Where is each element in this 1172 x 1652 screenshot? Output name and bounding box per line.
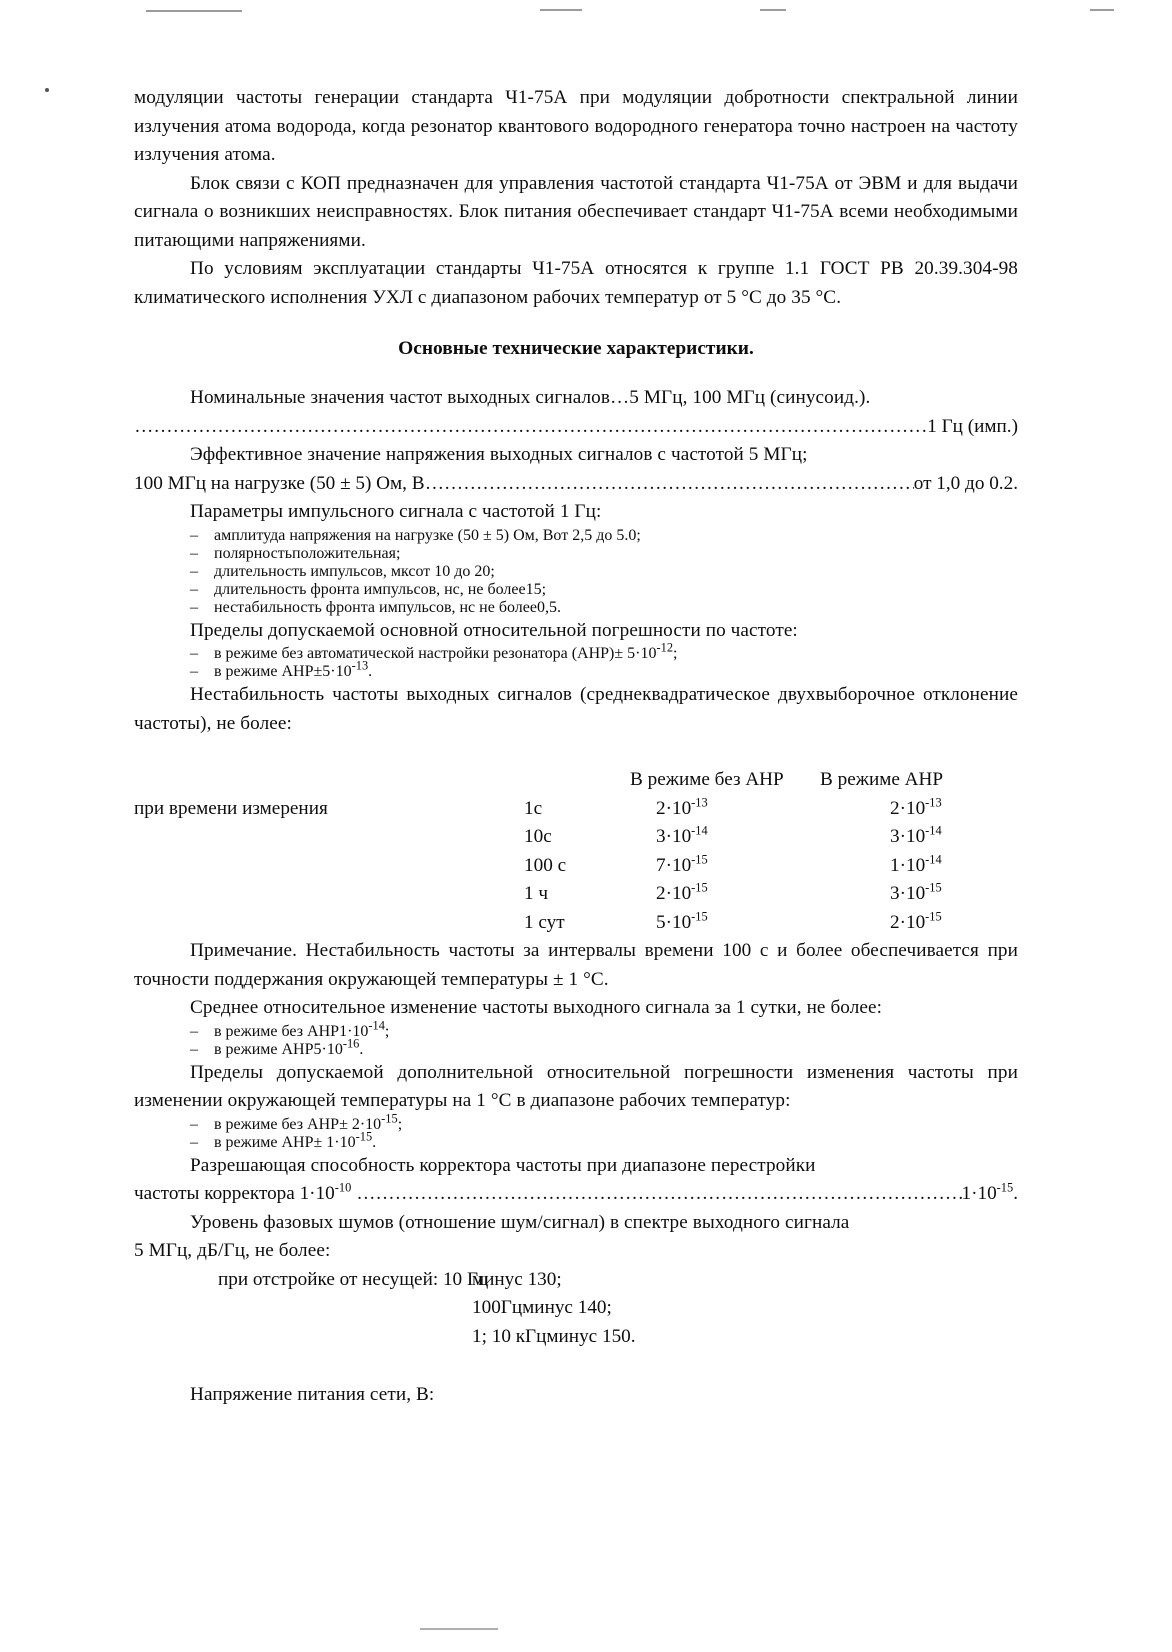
table-cell-time: 1 ч <box>524 883 549 904</box>
mantissa: 3·10 <box>890 883 926 904</box>
spec-label: в режиме АНР <box>214 1040 314 1058</box>
spec-corrector-header-line: Разрешающая способность корректора частоты при диапазоне перестройки <box>190 1154 816 1176</box>
stability-table <box>134 766 1018 937</box>
spec-nominal-frequencies-value-row <box>134 413 1018 442</box>
paragraph-note: Примечание. Нестабильность частоты за интервалы времени 100 с и более обеспечивается при точности поддержания окружающей температуры ± 1 °С. <box>134 940 1018 990</box>
exponent: -13 <box>691 795 708 810</box>
mantissa: 1·10 <box>339 1022 369 1040</box>
paragraph-kop-link-block: Блок связи с КОП предназначен для управления частотой стандарта Ч1-75А от ЭВМ и для выдачи сигнала о возникших неисправностях. Блок питания обеспечивает стандарт Ч1-75А всеми необходимыми питающими напряжениями. <box>134 172 1018 251</box>
spec-label: в режиме без автоматической настройки резонатора (АНР) <box>214 645 615 662</box>
list-item-pulse-polarity <box>134 545 962 563</box>
spec-label: амплитуда напряжения на нагрузке (50 ± 5) Ом, В <box>214 526 554 544</box>
table-cell-no-anr <box>630 880 846 909</box>
table-row <box>134 823 1018 852</box>
spec-value: 0,5. <box>536 598 561 616</box>
list-item-temp-error-no-anr <box>134 1111 962 1134</box>
exponent: -16 <box>342 1036 360 1051</box>
spec-value: от 1,0 до 0.2. <box>913 472 1018 494</box>
edge-mark <box>146 10 242 12</box>
noise-value: минус 130; <box>472 1268 562 1290</box>
exponent: -13 <box>351 658 369 673</box>
list-item-drift-anr <box>134 1036 962 1059</box>
spec-corrector-row <box>134 1180 1018 1209</box>
list-item-pulse-rise-time <box>134 581 962 599</box>
table-row <box>134 852 1018 881</box>
spec-label: полярность <box>214 544 293 562</box>
spec-value <box>313 658 373 681</box>
spec-main-error-header: Пределы допускаемой основной относительной погрешности по частоте: <box>190 619 798 641</box>
mantissa: 5·10 <box>313 1040 343 1058</box>
dot-leader <box>356 1180 961 1209</box>
table-cell-anr <box>846 823 1080 852</box>
exponent: -15 <box>381 1111 398 1126</box>
exponent: -15 <box>925 880 942 895</box>
dash-bullet: – <box>190 663 198 680</box>
spec-mains-voltage-label: Напряжение питания сети, В: <box>190 1384 435 1405</box>
spec-pulse-params-header: Параметры импульсного сигнала с частотой 1 Гц: <box>190 501 602 522</box>
paragraph-temp-error-header: Пределы допускаемой дополнительной относительной погрешности изменения частоты при изменении окружающей температуры на 1 °С в диапазоне рабочих температур: <box>134 1061 1018 1111</box>
table-cell-anr <box>846 909 1080 938</box>
spec-value <box>962 1180 1019 1209</box>
label-text: частоты корректора 1·10 <box>134 1183 335 1204</box>
dash-bullet: – <box>190 1040 198 1058</box>
list-item-pulse-duration <box>134 563 962 581</box>
table-header-anr: В режиме АНР <box>820 769 944 790</box>
mantissa: ± 1·10 <box>313 1133 356 1151</box>
tail: ; <box>673 645 678 662</box>
list-item-drift-no-anr <box>134 1018 962 1041</box>
exponent: -13 <box>925 795 942 810</box>
exponent: -15 <box>691 852 708 867</box>
exponent: -15 <box>996 1180 1014 1195</box>
list-item-pulse-rise-instability <box>134 599 962 617</box>
spec-label: в режиме без АНР <box>214 1115 340 1133</box>
list-item-main-error-anr <box>134 658 962 681</box>
spec-label: нестабильность фронта импульсов, нс не более <box>214 598 537 616</box>
spec-value: от 2,5 до 5.0; <box>553 526 641 544</box>
spec-nominal-frequencies-label: Номинальные значения частот выходных сигналов…5 МГц, 100 МГц (синусоид.). <box>190 387 871 408</box>
tail: . <box>372 1133 377 1151</box>
table-header-row <box>134 766 1018 795</box>
table-cell-time: 100 с <box>524 854 567 876</box>
mantissa: 2·10 <box>656 797 692 819</box>
dot-leader <box>425 470 914 499</box>
exponent: -15 <box>691 909 708 924</box>
dash-bullet: – <box>190 544 198 562</box>
dash-bullet: – <box>190 1022 198 1040</box>
tail: . <box>368 663 373 680</box>
scan-top-edge-artifact <box>0 0 1172 26</box>
spec-value: положительная; <box>292 544 401 562</box>
table-cell-time: 1 сут <box>524 911 565 933</box>
dash-bullet: – <box>190 598 198 616</box>
list-item-temp-error-anr <box>134 1129 962 1152</box>
mantissa: 5·10 <box>656 911 692 933</box>
spec-rms-voltage-row <box>134 470 1018 499</box>
spacer <box>134 1351 1018 1381</box>
spec-phase-noise-header-1: Уровень фазовых шумов (отношение шум/сигнал) в спектре выходного сигнала <box>190 1211 850 1233</box>
tail: ; <box>384 1022 390 1040</box>
spec-value <box>313 1129 377 1152</box>
scan-speck <box>45 88 49 92</box>
tail: . <box>359 1040 364 1058</box>
offset-label: 100Гц <box>472 1297 523 1318</box>
mantissa: ± 2·10 <box>339 1115 382 1133</box>
paragraph-instability-intro: Нестабильность частоты выходных сигналов (среднеквадратическое двухвыборочное отклонение частоты), не более: <box>134 684 1018 734</box>
paragraph-operating-conditions: По условиям эксплуатации стандарты Ч1-75А относятся к группе 1.1 ГОСТ РВ 20.39.304-98 климатического исполнения УХЛ с диапазоном рабочих температур от 5 °С до 35 °С. <box>134 258 1018 308</box>
exponent: -14 <box>368 1018 385 1033</box>
exponent: -14 <box>691 823 708 838</box>
table-row <box>134 880 1018 909</box>
scan-bottom-artifact <box>420 1628 498 1630</box>
section-heading-main-specs: Основные технические характеристики. <box>398 338 754 359</box>
dot-leader <box>134 413 927 442</box>
spec-label <box>134 1180 356 1209</box>
mantissa: 2·10 <box>656 883 692 904</box>
mantissa: 3·10 <box>656 826 692 847</box>
mantissa: 2·10 <box>890 797 926 819</box>
dash-bullet: – <box>190 645 198 662</box>
dash-bullet: – <box>190 580 198 598</box>
table-row-label: при времени измерения <box>134 797 328 819</box>
spec-label: длительность импульсов, мкс <box>214 562 416 580</box>
phase-noise-row-1-10khz <box>134 1323 1018 1352</box>
spec-value: 1 Гц (имп.) <box>927 415 1018 437</box>
mantissa: ±5·10 <box>313 663 352 680</box>
spec-label: в режиме АНР <box>214 1133 314 1151</box>
paragraph-daily-drift-header: Среднее относительное изменение частоты выходного сигнала за 1 сутки, не более: <box>190 997 883 1018</box>
table-cell-no-anr <box>630 852 846 881</box>
phase-noise-row-100hz <box>134 1294 1018 1323</box>
exponent: -15 <box>925 909 942 924</box>
spec-label: в режиме без АНР <box>214 1022 340 1040</box>
spec-label: в режиме АНР <box>214 663 314 680</box>
edge-mark <box>1090 9 1114 11</box>
document-page <box>134 84 1018 1410</box>
mantissa: 3·10 <box>890 826 926 847</box>
table-cell-anr <box>846 852 1080 881</box>
offset-label: при отстройке от несущей: 10 Гц <box>218 1268 489 1290</box>
paragraph-continued-modulation: модуляции частоты генерации стандарта Ч1-75А при модуляции добротности спектральной линии излучения атома водорода, когда резонатор квантового водородного генератора точно настроен на частоту излучения атома. <box>134 87 1018 165</box>
dash-bullet: – <box>190 1115 198 1133</box>
mantissa: 2·10 <box>890 911 926 933</box>
table-cell-anr <box>846 795 1080 824</box>
exponent: -14 <box>925 852 942 867</box>
mantissa: ± 5·10 <box>614 645 657 662</box>
spec-value <box>614 640 678 663</box>
edge-mark <box>760 9 786 11</box>
mantissa: 1·10 <box>890 854 926 876</box>
phase-noise-row-10hz <box>134 1266 1018 1295</box>
dash-bullet: – <box>190 562 198 580</box>
list-item-pulse-amplitude <box>134 527 962 545</box>
list-item-main-error-no-anr <box>134 640 962 663</box>
table-row <box>134 909 1018 938</box>
mantissa: 1·10 <box>961 1183 997 1204</box>
table-cell-no-anr <box>630 823 846 852</box>
spec-value <box>313 1036 364 1059</box>
table-cell-time: 10с <box>524 826 552 847</box>
offset-label: 1; 10 кГц <box>472 1325 547 1347</box>
exponent: -10 <box>334 1180 352 1195</box>
table-header-no-anr: В режиме без АНР <box>630 769 784 790</box>
exponent: -15 <box>355 1129 373 1144</box>
table-cell-no-anr <box>630 795 846 824</box>
dash-bullet: – <box>190 1133 198 1151</box>
spec-phase-noise-header-2: 5 МГц, дБ/Гц, не более: <box>134 1240 331 1261</box>
spec-value: от 10 до 20; <box>415 562 495 580</box>
spec-value: 15; <box>525 580 547 598</box>
tail: ; <box>397 1115 403 1133</box>
spec-label: 100 МГц на нагрузке (50 ± 5) Ом, В <box>134 472 425 494</box>
mantissa: 7·10 <box>656 854 692 876</box>
table-cell-no-anr <box>630 909 846 938</box>
exponent: -12 <box>656 640 674 655</box>
exponent: -14 <box>925 823 942 838</box>
edge-mark <box>540 9 582 11</box>
table-cell-time: 1с <box>524 797 543 819</box>
spec-label: длительность фронта импульсов, нс, не более <box>214 580 526 598</box>
exponent: -15 <box>691 880 708 895</box>
noise-value: минус 140; <box>522 1297 612 1318</box>
spec-rms-voltage-intro: Эффективное значение напряжения выходных сигналов с частотой 5 МГц; <box>190 444 808 465</box>
tail: . <box>1013 1183 1018 1204</box>
table-row <box>134 795 1018 824</box>
table-cell-anr <box>846 880 1080 909</box>
dash-bullet: – <box>190 526 198 544</box>
noise-value: минус 150. <box>546 1325 636 1347</box>
